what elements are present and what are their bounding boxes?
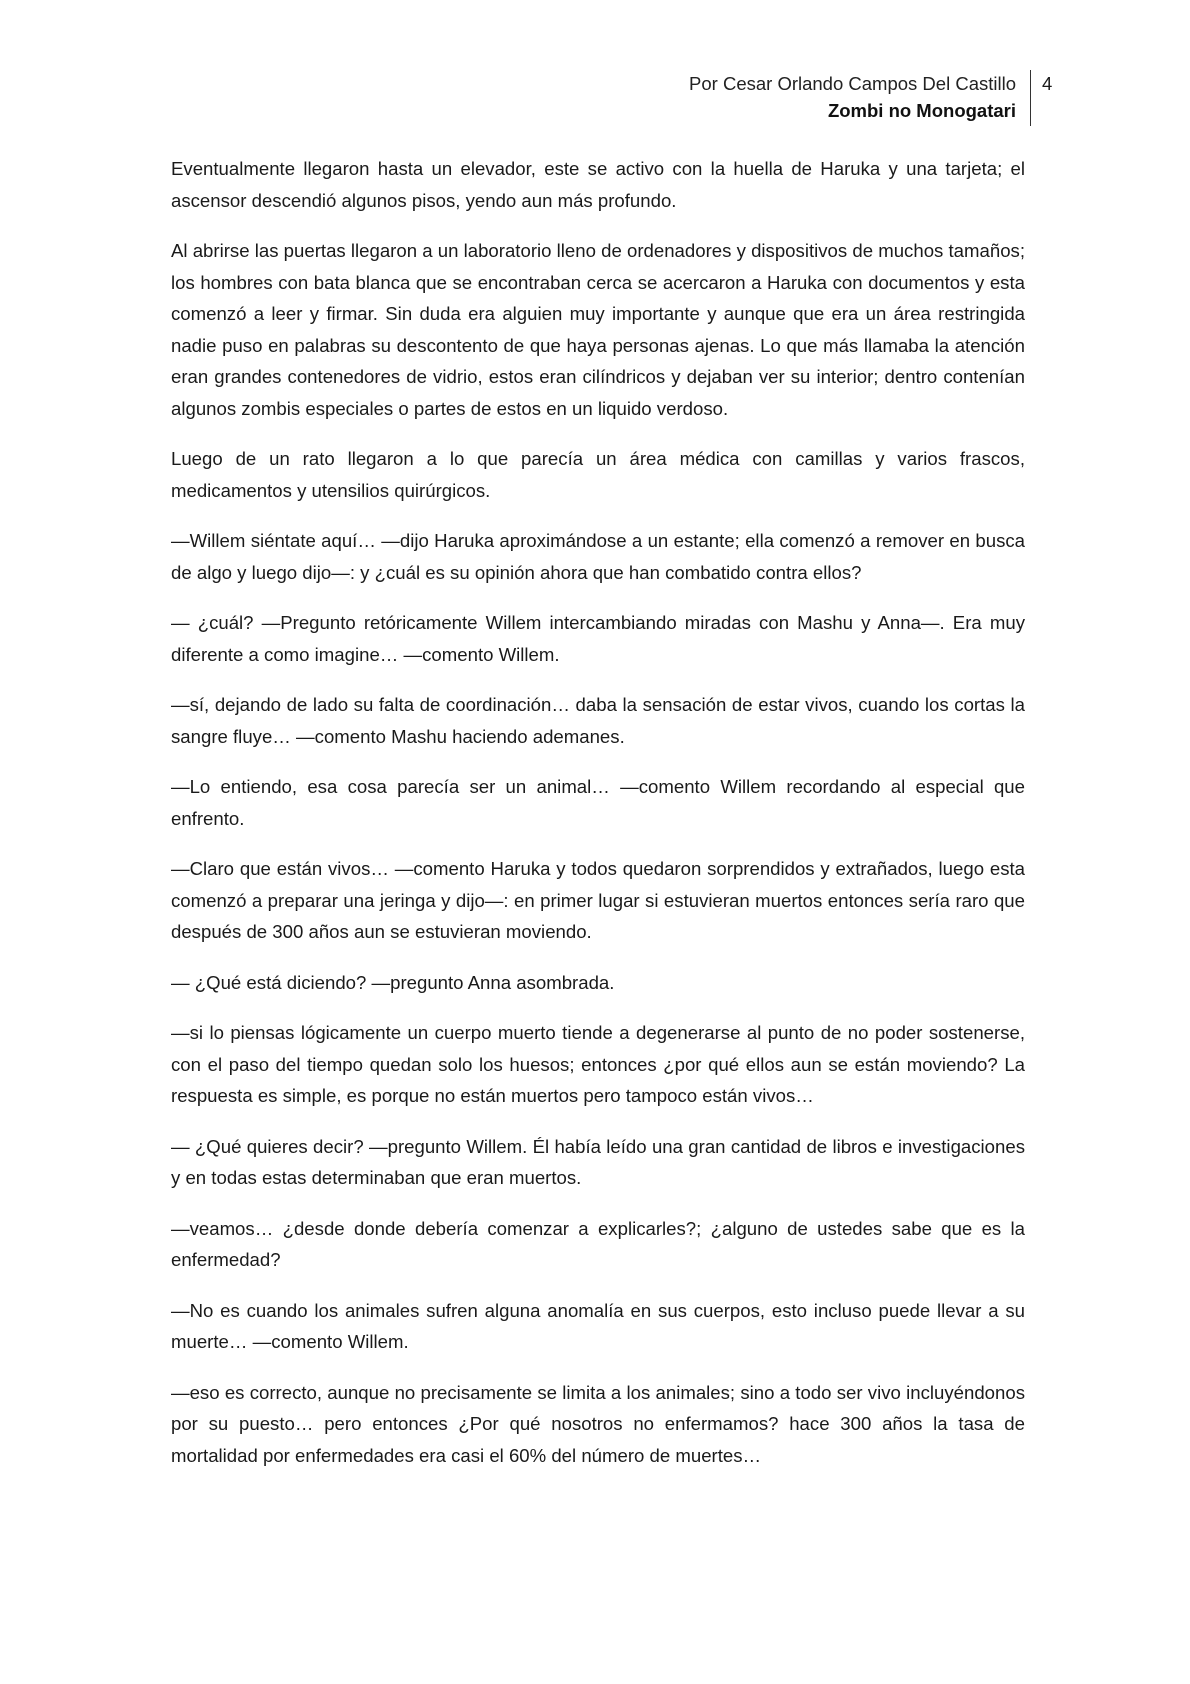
body-text — [171, 153, 1025, 1490]
header-divider — [1030, 70, 1031, 126]
paragraph: —si lo piensas lógicamente un cuerpo muerto tiende a degenerarse al punto de no poder sostenerse, con el paso del tiempo quedan solo los huesos; entonces ¿por qué ellos aun se están moviendo? La respuesta es simple, es porque no están muertos pero tampoco están vivos… — [171, 1022, 1025, 1106]
header-book-title: Zombi no Monogatari — [827, 100, 1016, 121]
running-header — [689, 70, 1016, 124]
paragraph: —Claro que están vivos… —comento Haruka y todos quedaron sorprendidos y extrañados, luego esta comenzó a preparar una jeringa y dijo—: en primer lugar si estuvieran muertos entonces sería raro que después de 300 años aun se estuvieran moviendo. — [171, 858, 1025, 942]
paragraph: — ¿Qué quieres decir? —pregunto Willem. Él había leído una gran cantidad de libros e investigaciones y en todas estas determinaban que eran muertos. — [171, 1135, 1025, 1188]
paragraph: — ¿Qué está diciendo? —pregunto Anna asombrada. — [171, 971, 615, 993]
paragraph: —No es cuando los animales sufren alguna anomalía en sus cuerpos, esto incluso puede llevar a su muerte… —comento Willem. — [171, 1299, 1025, 1352]
paragraph: —veamos… ¿desde donde debería comenzar a explicarles?; ¿alguno de ustedes sabe que es la enfermedad? — [171, 1217, 1025, 1270]
paragraph: —sí, dejando de lado su falta de coordinación… daba la sensación de estar vivos, cuando los cortas la sangre fluye… —comento Mashu haciendo ademanes. — [171, 694, 1025, 747]
paragraph: — ¿cuál? —Pregunto retóricamente Willem intercambiando miradas con Mashu y Anna—. Era muy diferente a como imagine… —comento Willem. — [171, 612, 1025, 665]
header-author: Por Cesar Orlando Campos Del Castillo — [689, 73, 1016, 94]
paragraph: —eso es correcto, aunque no precisamente se limita a los animales; sino a todo ser vivo incluyéndonos por su puesto… pero entonces ¿Por qué nosotros no enfermamos? hace 300 años la tasa de mortalidad por enfermedades era casi el 60% del número de muertes… — [171, 1381, 1025, 1466]
paragraph: Al abrirse las puertas llegaron a un laboratorio lleno de ordenadores y dispositivos de muchos tamaños; los hombres con bata blanca que se encontraban cerca se acercaron a Haruka con documentos y esta comenzó a leer y firmar. Sin duda era alguien muy importante y aunque que era un área restringida nadie puso en palabras su descontento de que haya personas ajenas. Lo que más llamaba la atención eran grandes contenedores de vidrio, estos eran cilíndricos y dejaban ver su interior; dentro contenían algunos zombis especiales o partes de estos en un liquido verdoso. — [171, 240, 1025, 419]
page-number: 4 — [1042, 73, 1053, 94]
paragraph: Eventualmente llegaron hasta un elevador, este se activo con la huella de Haruka y una tarjeta; el ascensor descendió algunos pisos, yendo aun más profundo. — [171, 158, 1025, 211]
paragraph: Luego de un rato llegaron a lo que parecía un área médica con camillas y varios frascos, medicamentos y utensilios quirúrgicos. — [171, 448, 1025, 501]
paragraph: —Lo entiendo, esa cosa parecía ser un animal… —comento Willem recordando al especial que enfrento. — [171, 776, 1025, 829]
paragraph: —Willem siéntate aquí… —dijo Haruka aproximándose a un estante; ella comenzó a remover en busca de algo y luego dijo—: y ¿cuál es su opinión ahora que han combatido contra ellos? — [171, 530, 1025, 583]
